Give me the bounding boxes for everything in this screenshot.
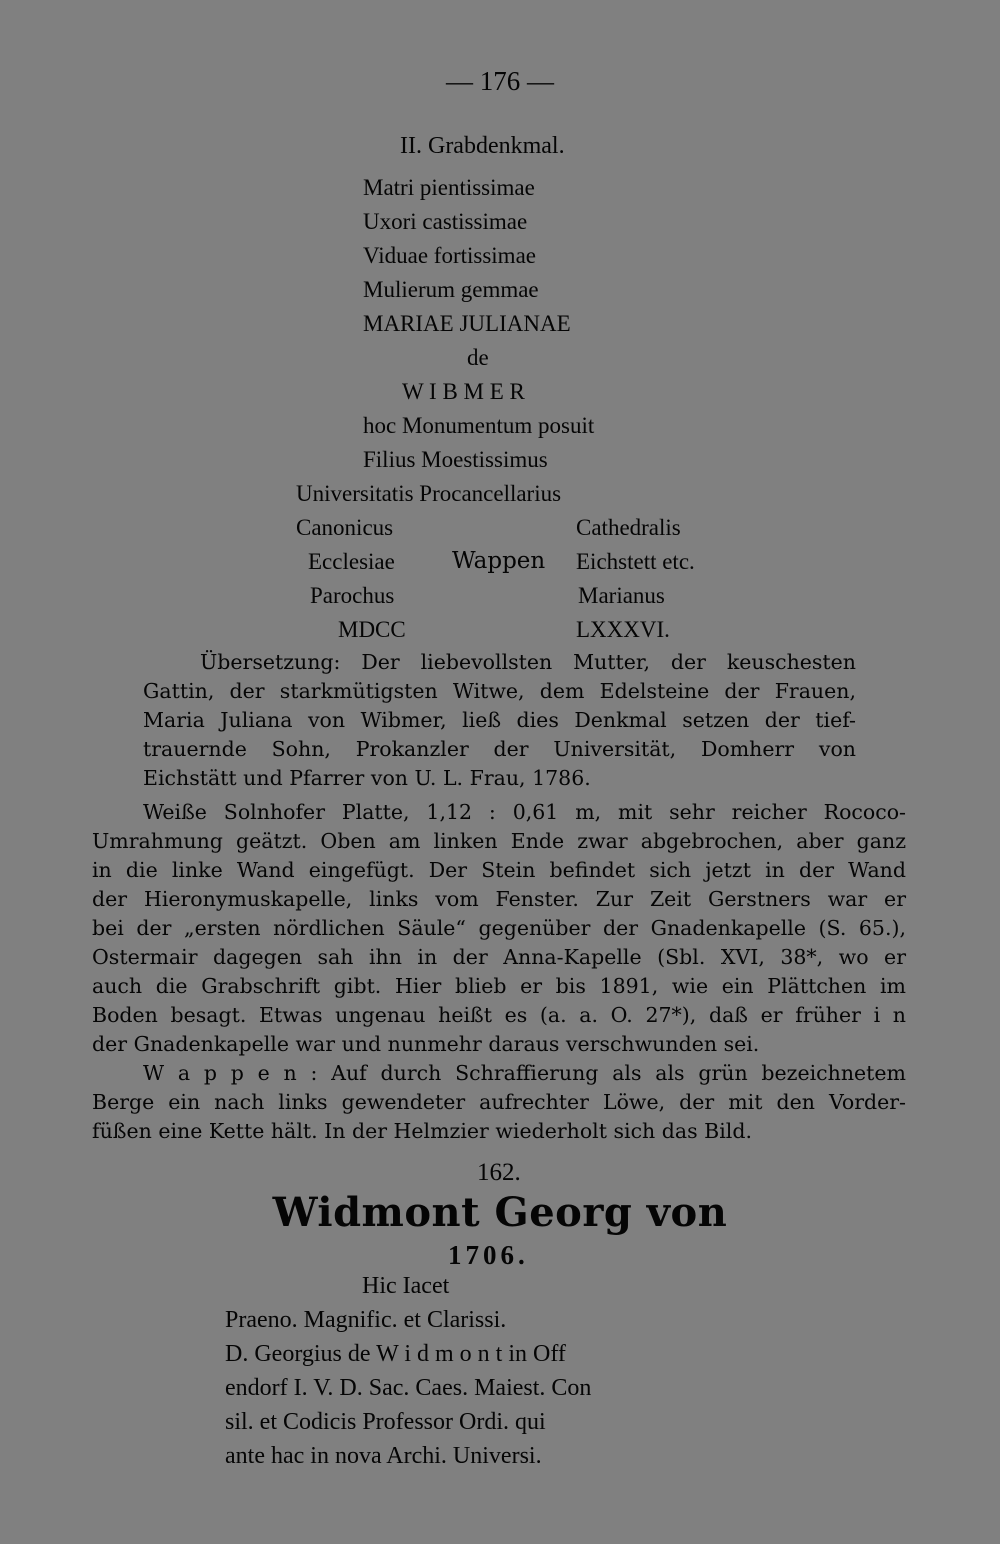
- inscription2-line: D. Georgius de W i d m o n t in Off: [225, 1341, 566, 1367]
- inscription-line: Matri pientissimae: [363, 175, 535, 200]
- inscription-line: de: [467, 345, 489, 370]
- inscription-line: Mulierum gemmae: [363, 277, 539, 302]
- description-line: Boden besagt. Etwas ungenau heißt es (a. a. O. 27*), daß er früher i n: [92, 1003, 906, 1027]
- inscription2-line: endorf I. V. D. Sac. Caes. Maiest. Con: [225, 1375, 592, 1401]
- translation-line: Maria Juliana von Wibmer, ließ dies Denkmal setzen der tief-: [143, 708, 856, 732]
- translation-line: trauernde Sohn, Prokanzler der Universität, Domherr von: [143, 737, 856, 761]
- inscription-left-col: Parochus: [310, 583, 395, 608]
- description-line: Ostermair dagegen sah ihn in der Anna-Kapelle (Sbl. XVI, 38*, wo er: [92, 945, 906, 969]
- inscription2-line: sil. et Codicis Professor Ordi. qui: [225, 1409, 546, 1435]
- inscription-line: Universitatis Procancellarius: [296, 481, 562, 506]
- inscription-line: Viduae fortissimae: [363, 243, 536, 268]
- description-line: der Gnadenkapelle war und nunmehr daraus verschwunden sei.: [92, 1032, 760, 1056]
- description-line: auch die Grabschrift gibt. Hier blieb er bis 1891, wie ein Plättchen im: [92, 974, 906, 998]
- grabdenkmal-heading: II. Grabdenkmal.: [400, 133, 565, 159]
- inscription-line: hoc Monumentum posuit: [363, 413, 595, 438]
- entry-number: 162.: [477, 1159, 521, 1186]
- inscription-right-col: Marianus: [578, 583, 665, 608]
- inscription-right-col: Cathedralis: [576, 515, 681, 540]
- description-line: der Hieronymuskapelle, links vom Fenster. Zur Zeit Gerstners war er: [92, 887, 906, 911]
- inscription-right-col: LXXXVI.: [576, 617, 670, 642]
- inscription-line: MARIAE JULIANAE: [363, 311, 571, 336]
- inscription2-line: ante hac in nova Archi. Universi.: [225, 1443, 542, 1469]
- description-line: bei der „ersten nördlichen Säule“ gegenüber der Gnadenkapelle (S. 65.),: [92, 916, 906, 940]
- description-line: in die linke Wand eingefügt. Der Stein befindet sich jetzt in der Wand: [92, 858, 906, 882]
- inscription-line: Uxori castissimae: [363, 209, 528, 234]
- page-number: — 176 —: [446, 66, 554, 96]
- inscription-right-col: Eichstett etc.: [576, 549, 695, 574]
- inscription2-line: Hic Iacet: [362, 1273, 450, 1299]
- wappen-line: W a p p e n : Auf durch Schraffierung als als grün bezeichnetem: [143, 1061, 906, 1085]
- description-line: Weiße Solnhofer Platte, 1,12 : 0,61 m, mit sehr reicher Rococo-: [143, 800, 906, 824]
- inscription-left-col: Ecclesiae: [308, 549, 395, 574]
- wappen-line: Berge ein nach links gewendeter aufrechter Löwe, der mit den Vorder-: [92, 1090, 906, 1114]
- wappen-line: füßen eine Kette hält. In der Helmzier wiederholt sich das Bild.: [92, 1119, 752, 1143]
- translation-line: Übersetzung: Der liebevollsten Mutter, der keuschesten: [200, 650, 856, 674]
- translation-line: Gattin, der starkmütigsten Witwe, dem Edelsteine der Frauen,: [143, 679, 856, 703]
- entry-title: Widmont Georg von: [272, 1189, 728, 1236]
- inscription-left-col: MDCC: [338, 617, 406, 642]
- inscription-line: Filius Moestissimus: [363, 447, 548, 472]
- entry-year: 1706.: [448, 1240, 529, 1270]
- translation-line: Eichstätt und Pfarrer von U. L. Frau, 1786.: [143, 766, 591, 790]
- wappen-label: Wappen: [452, 548, 546, 574]
- inscription2-line: Praeno. Magnific. et Clarissi.: [225, 1307, 507, 1333]
- inscription-line: W I B M E R: [402, 379, 525, 404]
- description-line: Umrahmung geätzt. Oben am linken Ende zwar abgebrochen, aber ganz: [92, 829, 906, 853]
- inscription-left-col: Canonicus: [296, 515, 394, 540]
